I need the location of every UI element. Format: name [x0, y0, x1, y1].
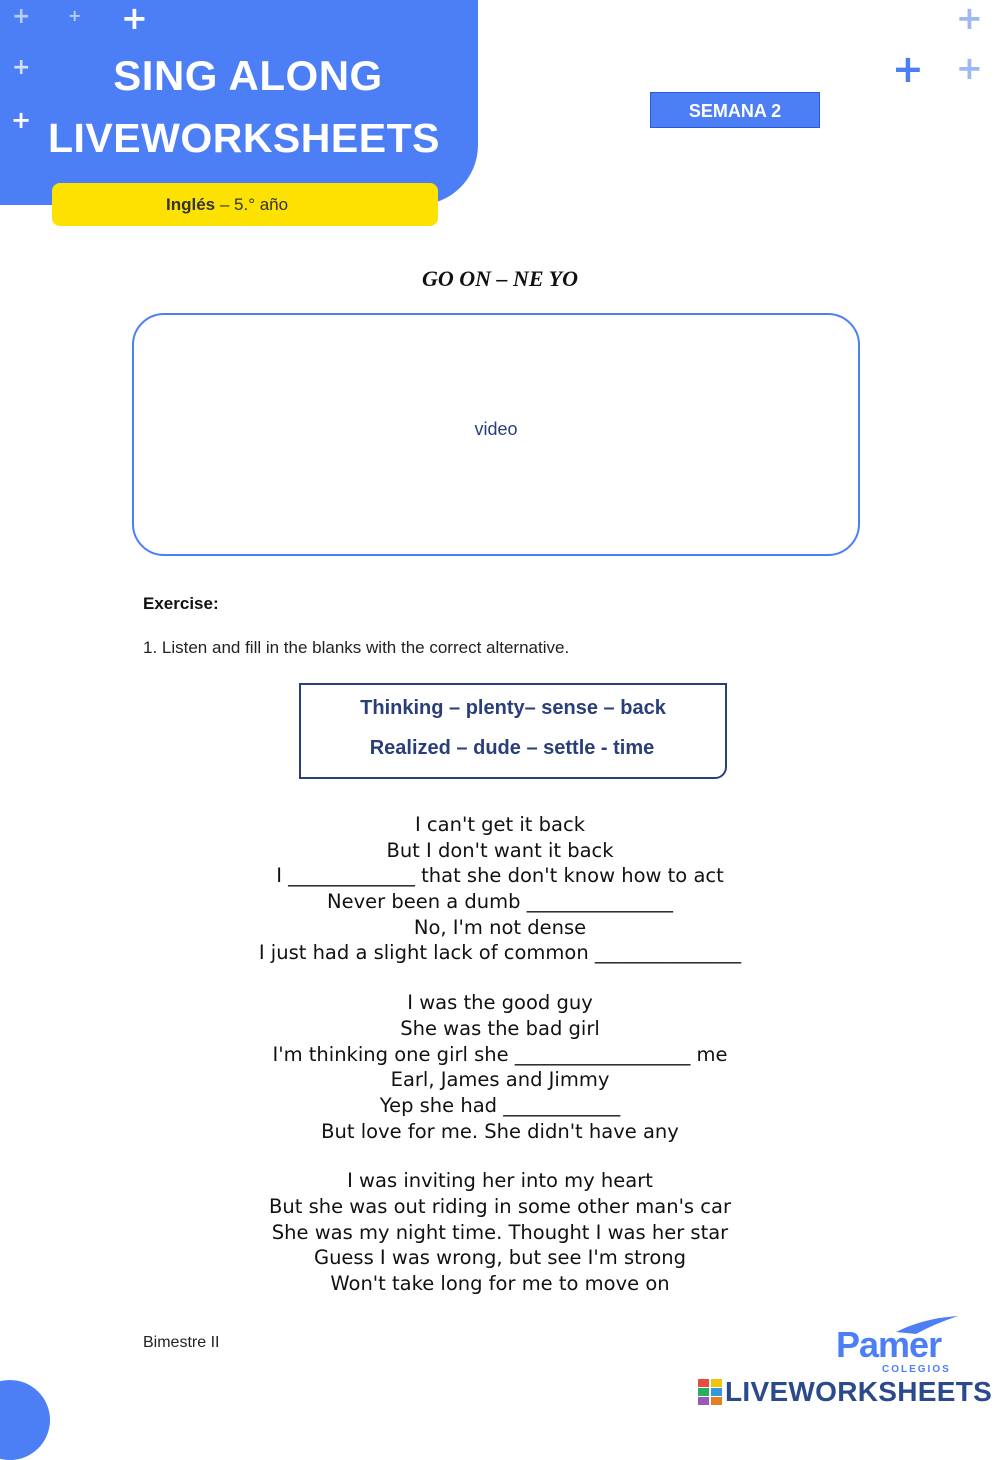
- exercise-heading: Exercise:: [143, 594, 219, 613]
- lyric-line: But I don't want it back: [386, 838, 614, 862]
- week-badge: SEMANA 2: [650, 92, 820, 128]
- lyrics: [0, 812, 1000, 1297]
- lyric-line: I can't get it back: [414, 813, 585, 836]
- header-banner: [0, 0, 478, 205]
- lyric-line: No, I'm not dense: [413, 915, 587, 939]
- liveworksheets-brand-text: LIVEWORKSHEETS: [725, 1376, 993, 1407]
- plus-decoration-icon: +: [956, 0, 983, 37]
- word-bank-line: Realized – dude – settle - time: [369, 737, 655, 759]
- lyric-line: I was the good guy: [407, 991, 593, 1015]
- lyric-line: But love for me. She didn't have any: [321, 1119, 679, 1143]
- lyric-line: Earl, James and Jimmy: [390, 1068, 610, 1092]
- lyric-line-blank[interactable]: I just had a slight lack of common _______________: [258, 941, 742, 965]
- plus-decoration-icon: +: [892, 47, 924, 91]
- stanza-gap: [0, 1144, 1000, 1168]
- plus-decoration-icon: +: [121, 0, 148, 37]
- lyric-line: Won't take long for me to move on: [330, 1272, 670, 1295]
- plus-decoration-icon: +: [956, 49, 983, 87]
- plus-decoration-icon: +: [12, 55, 31, 80]
- lyric-line: She was the bad girl: [400, 1016, 600, 1040]
- school-logo-subtitle: COLEGIOS: [882, 1364, 951, 1375]
- period-label: Bimestre II: [143, 1334, 220, 1351]
- word-bank-line: Thinking – plenty– sense – back: [360, 697, 666, 719]
- lyric-line-blank[interactable]: I _____________ that she don't know how to act: [276, 864, 724, 888]
- lyric-line-blank[interactable]: Yep she had ____________: [379, 1093, 621, 1117]
- subject-name: Inglés: [166, 195, 216, 214]
- liveworksheets-brand[interactable]: [698, 1376, 992, 1408]
- school-logo: [836, 1322, 956, 1382]
- song-title: GO ON – NE YO: [421, 266, 579, 291]
- worksheet-title: SING ALONG: [113, 52, 383, 99]
- plus-decoration-icon: +: [68, 6, 82, 25]
- video-player[interactable]: [132, 313, 860, 556]
- lyric-line-blank[interactable]: I'm thinking one girl she __________________ me: [272, 1042, 728, 1066]
- lyric-line: I was inviting her into my heart: [347, 1169, 653, 1193]
- subject-grade: – 5.° año: [215, 195, 289, 214]
- stanza-gap: [0, 966, 1000, 990]
- corner-decoration: [0, 1380, 50, 1460]
- video-label: video: [474, 419, 518, 439]
- plus-decoration-icon: +: [11, 106, 32, 134]
- plus-decoration-icon: +: [12, 4, 31, 29]
- subject-label: [52, 183, 438, 226]
- lyric-line: But she was out riding in some other man's car: [269, 1194, 731, 1218]
- lyric-line: Guess I was wrong, but see I'm strong: [313, 1246, 687, 1270]
- exercise-instruction: 1. Listen and fill in the blanks with the correct alternative.: [143, 638, 570, 657]
- liveworksheets-logo-icon: [698, 1379, 722, 1405]
- lyric-line-blank[interactable]: Never been a dumb _______________: [327, 890, 673, 914]
- school-logo-text: Pamer: [836, 1324, 942, 1365]
- lyric-line: She was my night time. Thought I was her star: [271, 1220, 729, 1244]
- word-bank: [299, 683, 727, 779]
- worksheet-title-brand: LIVEWORKSHEETS: [48, 115, 440, 161]
